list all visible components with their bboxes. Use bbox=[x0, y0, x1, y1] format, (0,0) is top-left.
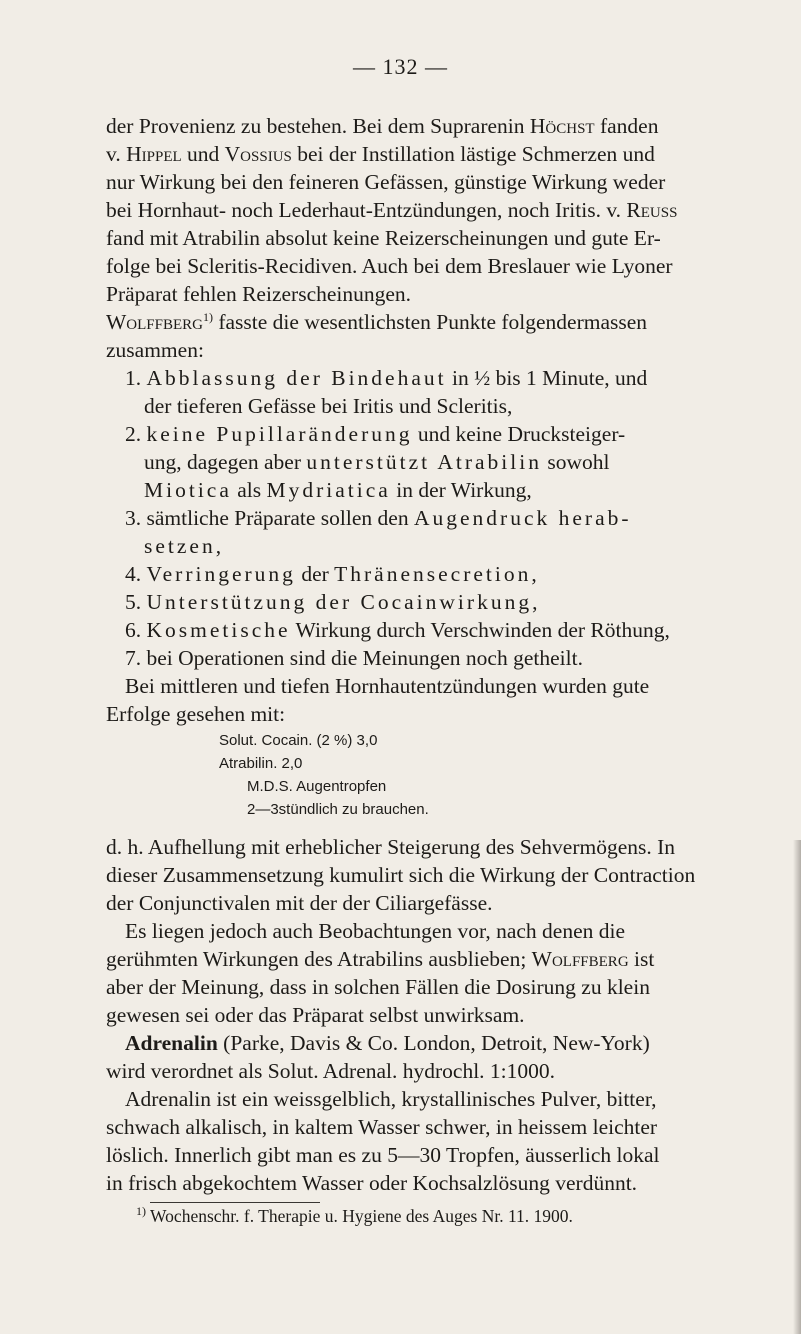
text-line bbox=[106, 112, 756, 140]
text-fragment: Wirkung durch Verschwinden der Röthung, bbox=[290, 618, 670, 642]
text-line: löslich. Innerlich gibt man es zu 5—30 Tropfen, äusserlich lokal bbox=[106, 1143, 660, 1167]
text-line: Präparat fehlen Reizerscheinungen. bbox=[106, 282, 412, 306]
footnote-text: Wochenschr. f. Therapie u. Hygiene des Auges Nr. 11. 1900. bbox=[146, 1206, 573, 1226]
text-line: zusammen: bbox=[106, 338, 204, 362]
list-number: 1. bbox=[125, 366, 142, 390]
text-line: folge bei Scleritis-Recidiven. Auch bei dem Breslauer wie Lyoner bbox=[106, 254, 673, 278]
name-reuss: Reuss bbox=[626, 198, 678, 222]
list-item-continuation bbox=[144, 476, 794, 504]
emphasis: Kosmetische bbox=[146, 618, 291, 642]
text-fragment: der bbox=[295, 562, 335, 586]
emphasis: Abblassung der Bindehaut bbox=[146, 366, 447, 390]
emphasis: setzen, bbox=[144, 534, 225, 558]
emphasis: keine Pupillaränderung bbox=[146, 422, 413, 446]
prescription-line: Atrabilin. 2,0 bbox=[219, 755, 303, 772]
text-line: d. h. Aufhellung mit erheblicher Steigerung des Sehvermögens. In bbox=[106, 835, 676, 859]
text-fragment: ist bbox=[628, 947, 655, 971]
emphasis: Mydriatica bbox=[266, 478, 391, 502]
text-line: wird verordnet als Solut. Adrenal. hydrochl. 1:1000. bbox=[106, 1059, 556, 1083]
emphasis: Verringerung bbox=[146, 562, 296, 586]
name-vossius: Vossius bbox=[224, 142, 292, 166]
text-line: nur Wirkung bei den feineren Gefässen, günstige Wirkung weder bbox=[106, 170, 666, 194]
emphasis: Miotica bbox=[144, 478, 232, 502]
list-number: 5. bbox=[125, 590, 142, 614]
footnote-rule bbox=[150, 1202, 320, 1203]
emphasis: Thränensecretion, bbox=[334, 562, 540, 586]
text-line: in frisch abgekochtem Wasser oder Kochsalzlösung verdünnt. bbox=[106, 1171, 638, 1195]
list-item bbox=[125, 364, 775, 392]
footnote-ref: 1) bbox=[202, 309, 213, 324]
text-fragment: der Provenienz zu bestehen. Bei dem Suprarenin bbox=[106, 114, 530, 138]
term-adrenalin: Adrenalin bbox=[125, 1031, 218, 1055]
list-number: 2. bbox=[125, 422, 142, 446]
page-edge-shadow bbox=[793, 840, 801, 1334]
list-item bbox=[125, 644, 775, 672]
text-fragment: bei der Instillation lästige Schmerzen und bbox=[291, 142, 655, 166]
text-fragment: in der Wirkung, bbox=[390, 478, 532, 502]
footnote bbox=[136, 1204, 573, 1228]
list-number: 7. bbox=[125, 646, 142, 670]
text-line: dieser Zusammensetzung kumulirt sich die Wirkung der Contraction bbox=[106, 863, 696, 887]
list-item bbox=[125, 560, 775, 588]
text-fragment: fanden bbox=[594, 114, 659, 138]
emphasis: unterstützt Atrabilin bbox=[306, 450, 542, 474]
list-number: 6. bbox=[125, 618, 142, 642]
text-line bbox=[106, 140, 756, 168]
text-fragment: gerühmten Wirkungen des Atrabilins ausblieben; bbox=[106, 947, 532, 971]
text-line: gewesen sei oder das Präparat selbst unwirksam. bbox=[106, 1003, 525, 1027]
text-line: Bei mittleren und tiefen Hornhautentzündungen wurden gute bbox=[125, 674, 650, 698]
list-item bbox=[125, 504, 775, 532]
list-item bbox=[125, 588, 775, 616]
list-item-continuation bbox=[144, 532, 794, 560]
list-item bbox=[125, 420, 775, 448]
text-fragment: fasste die wesentlichsten Punkte folgendermassen bbox=[212, 310, 648, 334]
name-wolffberg: Wolffberg bbox=[531, 947, 629, 971]
text-line bbox=[106, 196, 756, 224]
list-item-continuation bbox=[144, 448, 794, 476]
text-line: aber der Meinung, dass in solchen Fällen die Dosirung zu klein bbox=[106, 975, 650, 999]
list-number: 3. bbox=[125, 506, 142, 530]
list-number: 4. bbox=[125, 562, 142, 586]
list-item-continuation: der tieferen Gefässe bei Iritis und Scleritis, bbox=[144, 394, 513, 418]
footnote-mark: 1) bbox=[136, 1204, 146, 1219]
text-line bbox=[106, 308, 756, 336]
text-line bbox=[125, 1029, 775, 1057]
text-fragment: in ½ bis 1 Minute, und bbox=[446, 366, 648, 390]
text-line: schwach alkalisch, in kaltem Wasser schwer, in heissem leichter bbox=[106, 1115, 658, 1139]
text-line: fand mit Atrabilin absolut keine Reizerscheinungen und gute Er- bbox=[106, 226, 661, 250]
name-hippel: Hippel bbox=[126, 142, 182, 166]
text-fragment: und bbox=[181, 142, 225, 166]
text-fragment: bei Hornhaut- noch Lederhaut-Entzündungen, noch Iritis. v. bbox=[106, 198, 627, 222]
prescription-line: M.D.S. Augentropfen bbox=[247, 778, 387, 795]
text-line: Adrenalin ist ein weissgelblich, krystallinisches Pulver, bitter, bbox=[125, 1087, 657, 1111]
name-wolffberg: Wolffberg bbox=[106, 310, 203, 334]
prescription-line: 2—3stündlich zu brauchen. bbox=[247, 801, 429, 818]
text-fragment: v. bbox=[106, 142, 127, 166]
text-line: der Conjunctivalen mit der der Ciliargefässe. bbox=[106, 891, 493, 915]
text-fragment: (Parke, Davis & Co. London, Detroit, New-York) bbox=[217, 1031, 650, 1055]
text-fragment: bei Operationen sind die Meinungen noch getheilt. bbox=[146, 646, 583, 670]
text-fragment: sowohl bbox=[541, 450, 610, 474]
text-line: Es liegen jedoch auch Beobachtungen vor, nach denen die bbox=[125, 919, 626, 943]
text-fragment: als bbox=[231, 478, 267, 502]
prescription-line: Solut. Cocain. (2 %) 3,0 bbox=[219, 732, 378, 749]
list-item bbox=[125, 616, 775, 644]
emphasis: Unterstützung der Cocainwirkung, bbox=[146, 590, 541, 614]
text-line bbox=[106, 945, 756, 973]
text-fragment: ung, dagegen aber bbox=[144, 450, 307, 474]
text-fragment: sämtliche Präparate sollen den bbox=[146, 506, 414, 530]
text-line: Erfolge gesehen mit: bbox=[106, 702, 286, 726]
name-hoechst: Höchst bbox=[529, 114, 595, 138]
text-fragment: und keine Drucksteiger- bbox=[412, 422, 626, 446]
emphasis: Augendruck herab- bbox=[413, 506, 632, 530]
page-number: — 132 — bbox=[353, 54, 448, 79]
